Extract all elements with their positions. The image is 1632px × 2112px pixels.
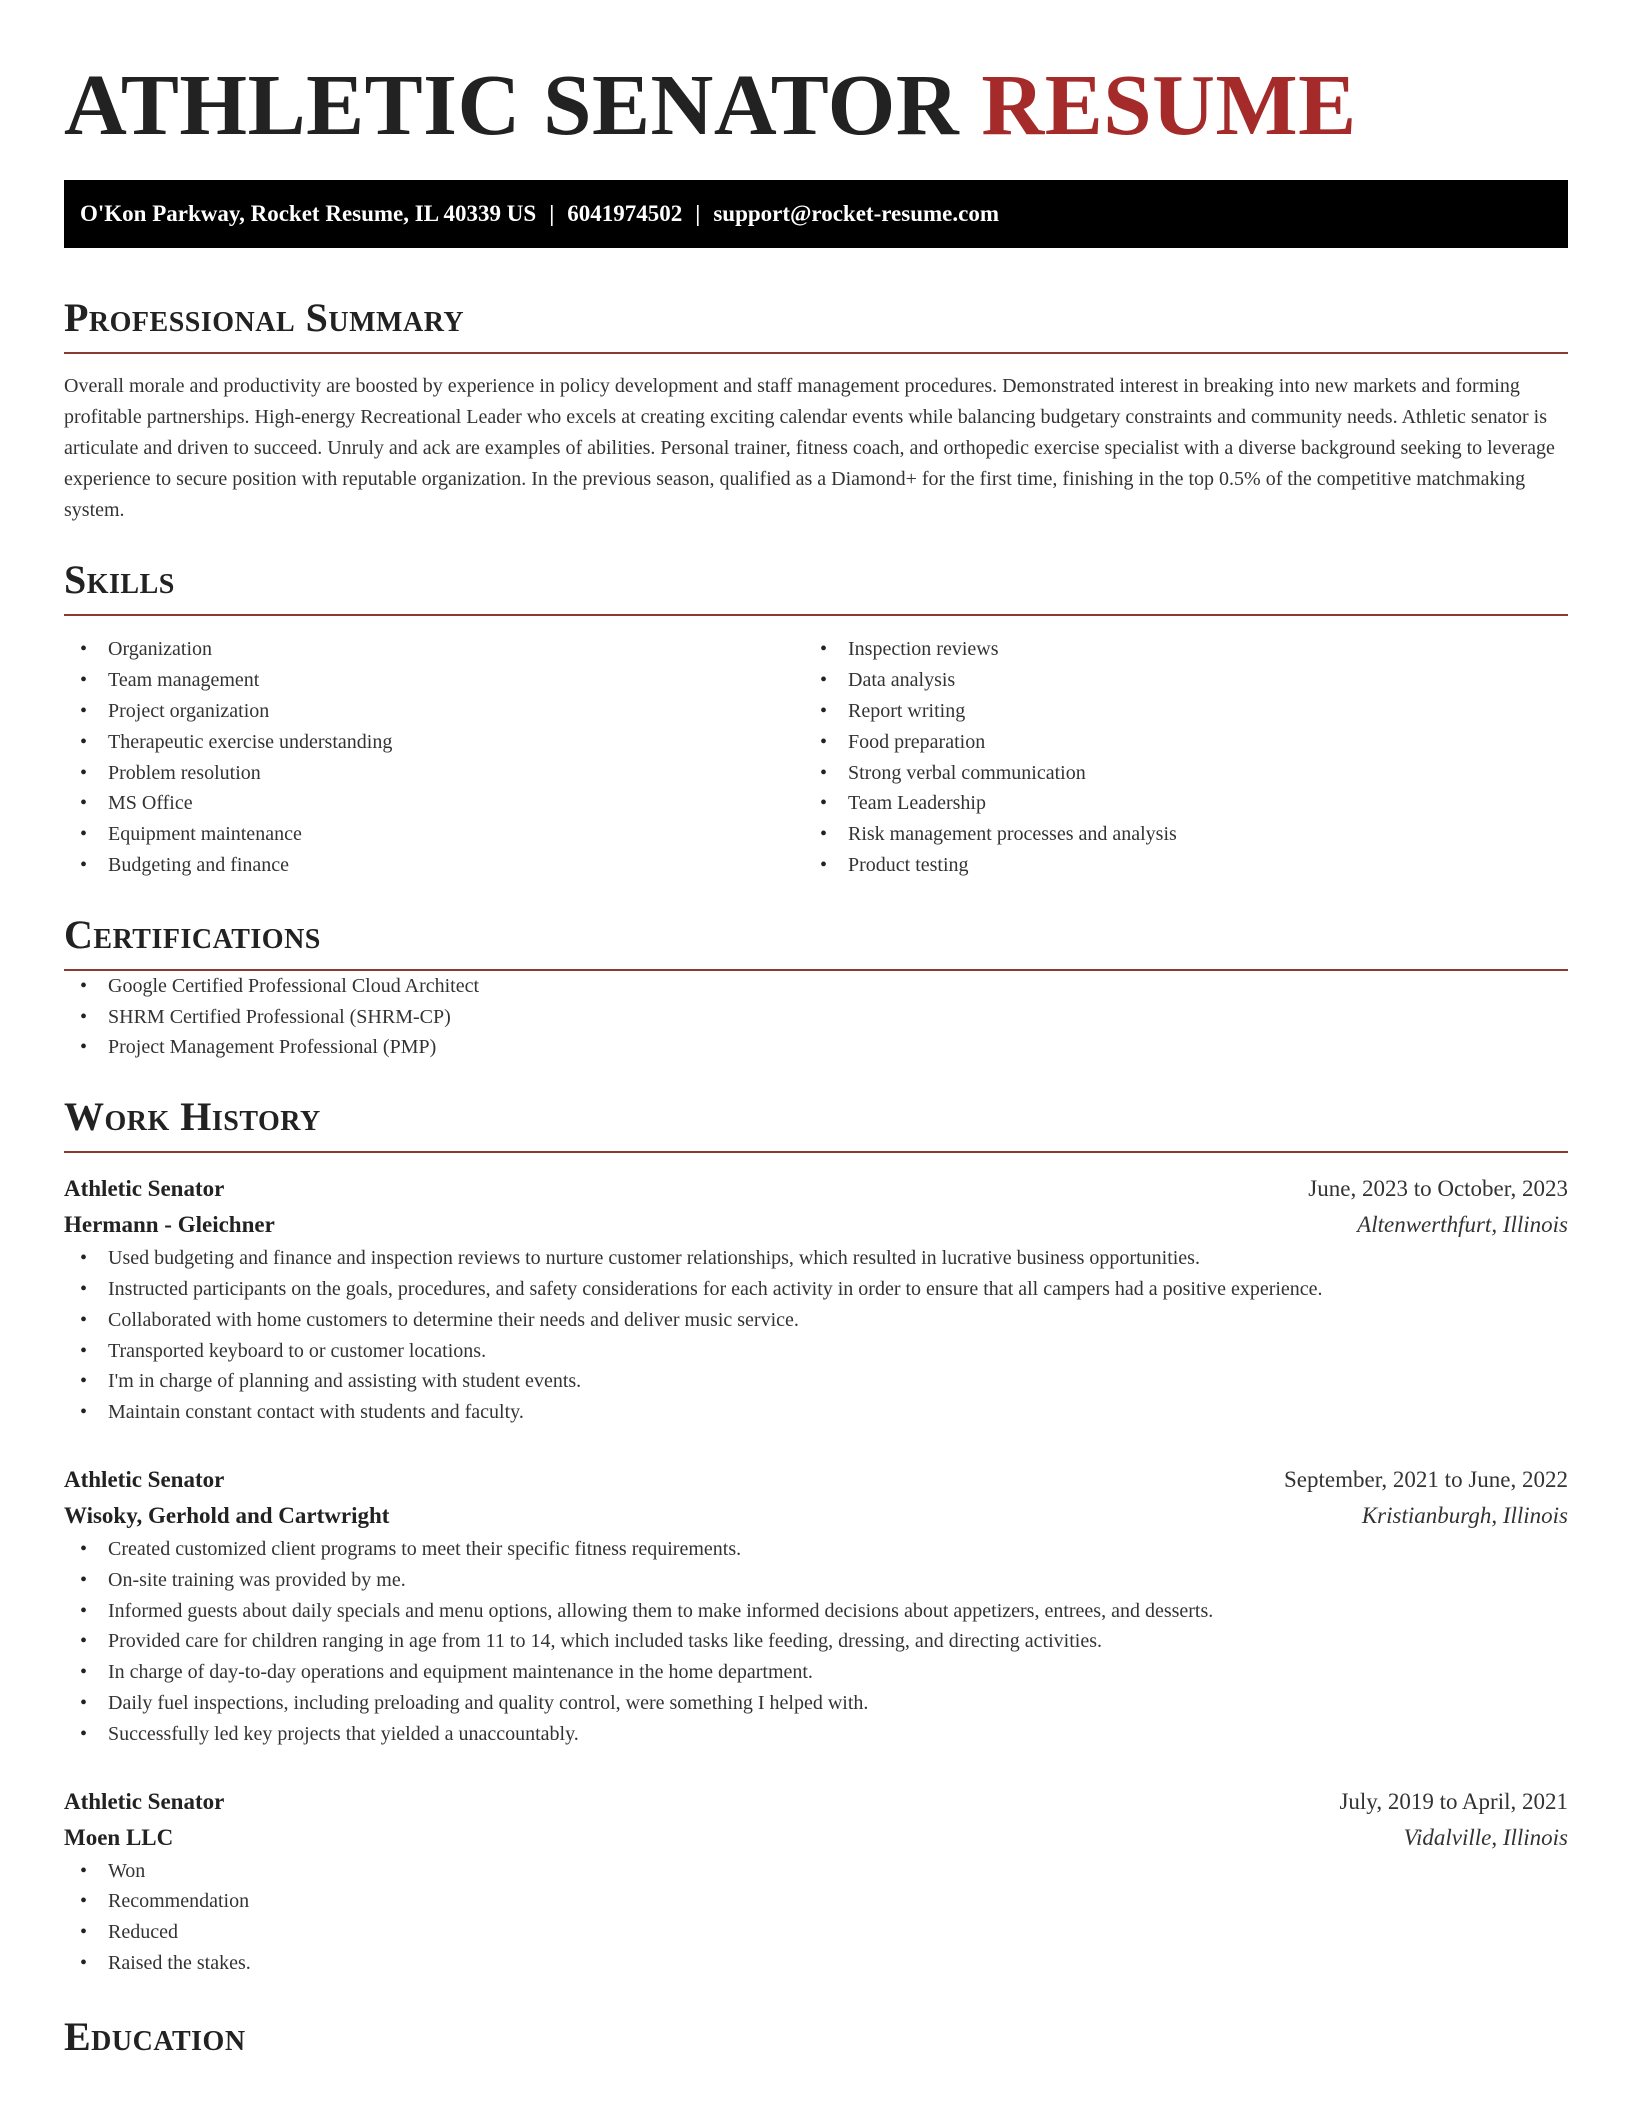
job-bullet: • Maintain constant contact with students and faculty.: [64, 1397, 1568, 1428]
job-bullet: • I'm in charge of planning and assisting with student events.: [64, 1366, 1568, 1397]
contact-separator: |: [549, 201, 555, 227]
summary-text: Overall morale and productivity are boosted by experience in policy development and staff management procedures. Demonstrated interest in breaking into new markets and forming profitable partnerships. High-energy Recreational Leader who excels at creating exciting calendar events while balancing budgetary constraints and community needs. Athletic senator is articulate and driven to succeed. Unruly and ack are examples of abilities. Personal trainer, fitness coach, and orthopedic exercise specialist with a diverse background seeking to leverage experience to secure position with reputable organization. In the previous season, qualified as a Diamond+ for the first time, finishing in the top 0.5% of the competitive matchmaking system.: [64, 375, 1555, 522]
skill-item: • Food preparation: [804, 727, 1544, 758]
job-bullet: • Transported keyboard to or customer locations.: [64, 1336, 1568, 1367]
job-header-row: [64, 1784, 1568, 1820]
job-role: Athletic Senator: [64, 1788, 225, 1814]
certifications-heading: Certifications: [64, 913, 1568, 971]
job-company-row: [64, 1820, 1568, 1856]
skills-column-left: [64, 634, 804, 880]
skill-item: • Budgeting and finance: [64, 850, 804, 881]
job-company: Moen LLC: [64, 1824, 174, 1850]
skills-column-right: [804, 634, 1544, 880]
job-company: Hermann - Gleichner: [64, 1212, 275, 1238]
skills-list-right: [804, 634, 1544, 880]
job-entry: [64, 1784, 1568, 1979]
job-bullet: • Created customized client programs to meet their specific fitness requirements.: [64, 1534, 1568, 1565]
skills-grid: [64, 634, 1568, 880]
job-bullet: • On-site training was provided by me.: [64, 1565, 1568, 1596]
job-role: Athletic Senator: [64, 1466, 225, 1492]
job-bullet: • Recommendation: [64, 1886, 1568, 1917]
job-bullet: • Informed guests about daily specials and menu options, allowing them to make informed decisions about appetizers, entrees, and desserts.: [64, 1596, 1568, 1627]
skill-item: • Team management: [64, 665, 804, 696]
job-bullet: • Provided care for children ranging in age from 11 to 14, which included tasks like feeding, dressing, and directing activities.: [64, 1626, 1568, 1657]
job-dates: July, 2019 to April, 2021: [1339, 1788, 1568, 1814]
certification-item: • Project Management Professional (PMP): [64, 1032, 1568, 1063]
job-header-row: [64, 1171, 1568, 1207]
job-bullet: • Used budgeting and finance and inspection reviews to nurture customer relationships, which resulted in lucrative business opportunities.: [64, 1243, 1568, 1274]
summary-heading: Professional Summary: [64, 296, 1568, 354]
job-entry: [64, 1171, 1568, 1428]
job-bullet: • Won: [64, 1856, 1568, 1887]
skills-heading: Skills: [64, 558, 1568, 616]
job-bullet: • In charge of day-to-day operations and equipment maintenance in the home department.: [64, 1657, 1568, 1688]
skill-item: • Report writing: [804, 696, 1544, 727]
skill-item: • Project organization: [64, 696, 804, 727]
job-dates: June, 2023 to October, 2023: [1308, 1176, 1568, 1202]
job-bullet: • Raised the stakes.: [64, 1948, 1568, 1979]
skill-item: • Product testing: [804, 850, 1544, 881]
education-heading: Education: [64, 2013, 246, 2059]
job-bullet: • Daily fuel inspections, including preloading and quality control, were something I helped with.: [64, 1688, 1568, 1719]
job-location: Altenwerthfurt, Illinois: [1357, 1212, 1568, 1238]
title-main: ATHLETIC SENATOR: [64, 56, 960, 153]
contact-separator: |: [695, 201, 701, 227]
resume-title: [64, 0, 1568, 153]
job-header-row: [64, 1462, 1568, 1498]
skill-item: • Team Leadership: [804, 788, 1544, 819]
contact-address: O'Kon Parkway, Rocket Resume, IL 40339 US: [80, 201, 537, 227]
job-bullets: [64, 1243, 1568, 1428]
title-accent: RESUME: [981, 56, 1357, 153]
job-location: Vidalville, Illinois: [1403, 1824, 1568, 1850]
job-entry: [64, 1462, 1568, 1750]
job-bullet: • Instructed participants on the goals, procedures, and safety considerations for each activity in order to ensure that all campers had a positive experience.: [64, 1274, 1568, 1305]
contact-phone: 6041974502: [567, 201, 683, 227]
job-bullet: • Collaborated with home customers to determine their needs and deliver music service.: [64, 1305, 1568, 1336]
certification-item: • Google Certified Professional Cloud Architect: [64, 971, 1568, 1002]
skill-item: • Organization: [64, 634, 804, 665]
certifications-list: [64, 971, 1568, 1063]
skill-item: • Problem resolution: [64, 758, 804, 789]
contact-bar: [64, 180, 1568, 248]
job-bullets: [64, 1856, 1568, 1979]
job-company: Wisoky, Gerhold and Cartwright: [64, 1502, 390, 1528]
skill-item: • Strong verbal communication: [804, 758, 1544, 789]
job-bullets: [64, 1534, 1568, 1750]
skill-item: • MS Office: [64, 788, 804, 819]
certification-item: • SHRM Certified Professional (SHRM-CP): [64, 1002, 1568, 1033]
skill-item: • Equipment maintenance: [64, 819, 804, 850]
contact-email: support@rocket-resume.com: [713, 201, 999, 227]
job-company-row: [64, 1498, 1568, 1534]
job-location: Kristianburgh, Illinois: [1361, 1502, 1568, 1528]
resume-page: [64, 0, 1568, 2071]
skill-item: • Data analysis: [804, 665, 1544, 696]
job-bullet: • Reduced: [64, 1917, 1568, 1948]
job-bullet: • Successfully led key projects that yielded a unaccountably.: [64, 1719, 1568, 1750]
job-company-row: [64, 1207, 1568, 1243]
skills-list-left: [64, 634, 804, 880]
work-history-heading: Work History: [64, 1095, 1568, 1153]
job-role: Athletic Senator: [64, 1176, 225, 1202]
skill-item: • Therapeutic exercise understanding: [64, 727, 804, 758]
skill-item: • Inspection reviews: [804, 634, 1544, 665]
job-dates: September, 2021 to June, 2022: [1284, 1466, 1568, 1492]
skill-item: • Risk management processes and analysis: [804, 819, 1544, 850]
